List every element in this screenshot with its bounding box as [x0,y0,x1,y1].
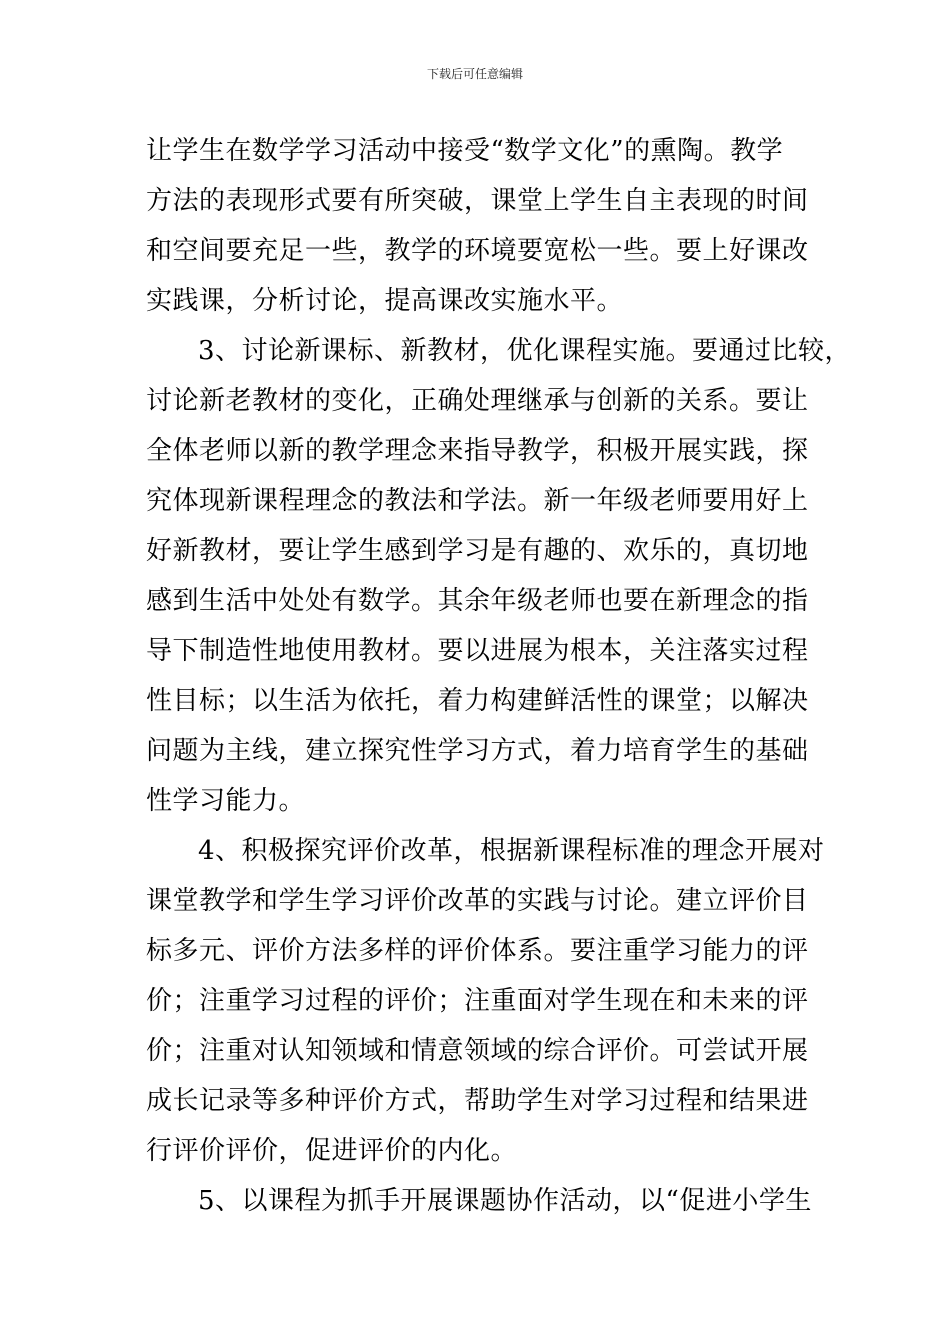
text-line: 和空间要充足一些，教学的环境要宽松一些。要上好课改 [146,236,809,266]
text-line: 问题为主线，建立探究性学习方式，着力培育学生的基础 [146,736,809,766]
text-line: 全体老师以新的教学理念来指导教学，积极开展实践，探 [146,436,809,466]
text-line: 价；注重对认知领域和情意领域的综合评价。可尝试开展 [146,1036,809,1066]
text-line: 好新教材，要让学生感到学习是有趣的、欢乐的，真切地 [146,536,809,566]
text-line: 实践课，分析讨论，提高课改实施水平。 [146,286,624,316]
text-line: 课堂教学和学生学习评价改革的实践与讨论。建立评价目 [146,886,809,916]
text-line: 究体现新课程理念的教法和学法。新一年级老师要用好上 [146,486,809,516]
text-line: 性目标；以生活为依托，着力构建鲜活性的课堂；以解决 [146,686,809,716]
text-line: 5、以课程为抓手开展课题协作活动，以“促进小学生 [198,1186,812,1216]
text-line: 方法的表现形式要有所突破，课堂上学生自主表现的时间 [146,186,809,216]
text-line: 行评价评价，促进评价的内化。 [146,1136,518,1166]
text-line: 4、积极探究评价改革，根据新课程标准的理念开展对 [198,836,825,866]
text-line: 性学习能力。 [146,786,306,816]
text-line: 感到生活中处处有数学。其余年级老师也要在新理念的指 [146,586,809,616]
text-line: 讨论新老教材的变化，正确处理继承与创新的关系。要让 [146,386,809,416]
text-line: 成长记录等多种评价方式，帮助学生对学习过程和结果进 [146,1086,809,1116]
page-header: 下载后可任意编辑 [426,67,523,81]
text-line: 标多元、评价方法多样的评价体系。要注重学习能力的评 [146,936,809,966]
text-line: 价；注重学习过程的评价；注重面对学生现在和未来的评 [146,986,809,1016]
text-line: 导下制造性地使用教材。要以进展为根本，关注落实过程 [146,636,809,666]
text-line: 让学生在数学学习活动中接受“数学文化”的熏陶。教学 [146,136,784,166]
text-line: 3、讨论新课标、新教材，优化课程实施。要通过比较， [198,336,852,366]
document-body [146,126,852,1226]
